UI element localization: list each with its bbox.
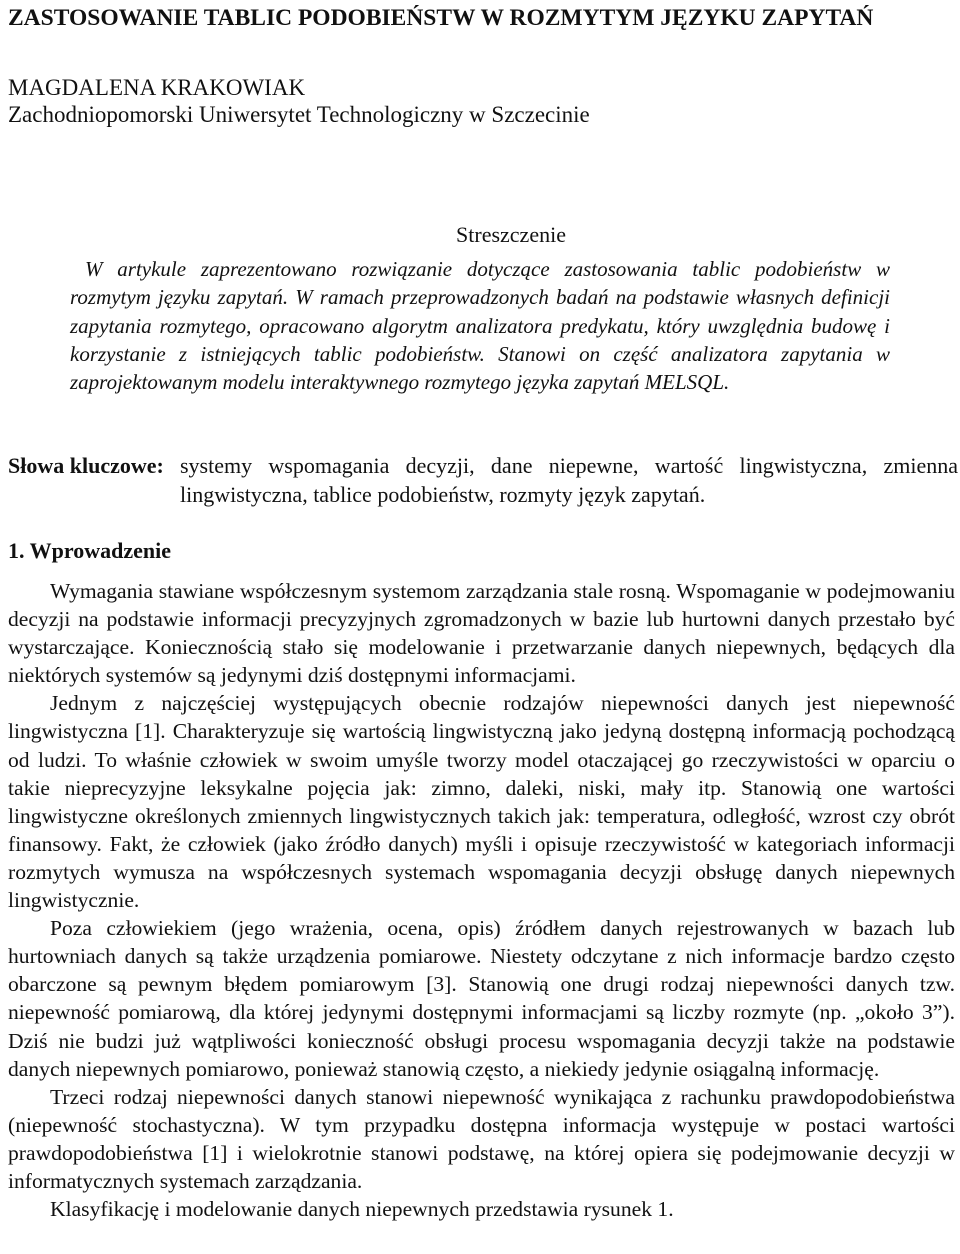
author-affiliation: Zachodniopomorski Uniwersytet Technologiczny w Szczecinie <box>8 102 590 127</box>
body-paragraph: Wymagania stawiane współczesnym systemom zarządzania stale rosną. Wspomaganie w podejmowaniu decyzji na podstawie informacji precyzyjnych zgromadzonych w bazie lub hurtowni danych przestało być wystarczające. Koniecznością stało się modelowanie i przetwarzanie danych niepewnych, będących dla niektórych systemów są jedynymi dziś dostępnymi informacjami. <box>8 579 955 688</box>
author-name: MAGDALENA KRAKOWIAK <box>8 75 306 100</box>
body-paragraph: Jednym z najczęściej występujących obecnie rodzajów niepewności danych jest niepewność lingwistyczna [1]. Charakteryzuje się wartością lingwistyczną jako jedyną dostępną informacją pochodzącą od ludzi. To właśnie człowiek w swoim umyśle tworzy model otaczającej go rzeczywistości w oparciu o takie nieprecyzyjne leksykalne pojęcia jak: zimno, daleki, niski, mały itp. Stanowią one wartości lingwistyczne określonych zmiennych lingwistycznych takich jak: temperatura, odległość, wzrost czy obrót finansowy. Fakt, że człowiek (jako źródło danych) myśli i opisuje rzeczywistość w kategoriach informacji rozmytych wymusza na współczesnych systemach wspomagania decyzji obsługę danych niepewnych lingwistycznie. <box>8 691 955 913</box>
abstract-text: W artykule zaprezentowano rozwiązanie dotyczące zastosowania tablic podobieństw w rozmytym języku zapytań. W ramach przeprowadzonych badań na podstawie własnych definicji zapytania rozmytego, opracowano algorytm analizatora predykatu, który uwzględnia budowę i korzystanie z istniejących tablic podobieństw. Stanowi on część analizatora zapytania w zaprojektowanym modelu interaktywnego rozmytego języka zapytań MELSQL. <box>70 257 890 395</box>
paper-title: ZASTOSOWANIE TABLIC PODOBIEŃSTW W ROZMYTYM JĘZYKU ZAPYTAŃ <box>8 5 874 31</box>
body-paragraph: Trzeci rodzaj niepewności danych stanowi niepewność wynikająca z rachunku prawdopodobieństwa (niepewność stochastyczna). W tym przypadku dostępna informacja występuje w postaci wartości prawdopodobieństwa [1] i wielokrotnie stanowi podstawę, na której opiera się podejmowanie decyzji w informatycznych systemach zarządzania. <box>8 1084 955 1193</box>
keywords-block <box>8 452 958 509</box>
keywords-label: Słowa kluczowe: <box>8 453 164 478</box>
abstract-heading: Streszczenie <box>456 222 566 247</box>
section-heading: 1. Wprowadzenie <box>8 538 171 563</box>
body-paragraph: Klasyfikację i modelowanie danych niepewnych przedstawia rysunek 1. <box>50 1197 674 1222</box>
keywords-text: systemy wspomagania decyzji, dane niepewne, wartość lingwistyczna, zmienna lingwistyczna, tablice podobieństw, rozmyty język zapytań. <box>180 453 958 507</box>
section-body <box>8 577 955 1223</box>
body-paragraph: Poza człowiekiem (jego wrażenia, ocena, opis) źródłem danych rejestrowanych w bazach lub hurtowniach danych są także urządzenia pomiarowe. Niestety odczytane z nich informacje bardzo często obarczone są pewnym błędem pomiarowym [3]. Stanowią one drugi rodzaj niepewności danych tzw. niepewność pomiarową, dla której jedynymi dostępnymi informacjami są liczby rozmyte (np. „około 3”). Dziś nie budzi już wątpliwości konieczność obsługi procesu wspomagania decyzji także na podstawie danych niepewnych pomiarowo, ponieważ stanowią często, a niekiedy jedynie osiągalną informację. <box>8 916 955 1081</box>
